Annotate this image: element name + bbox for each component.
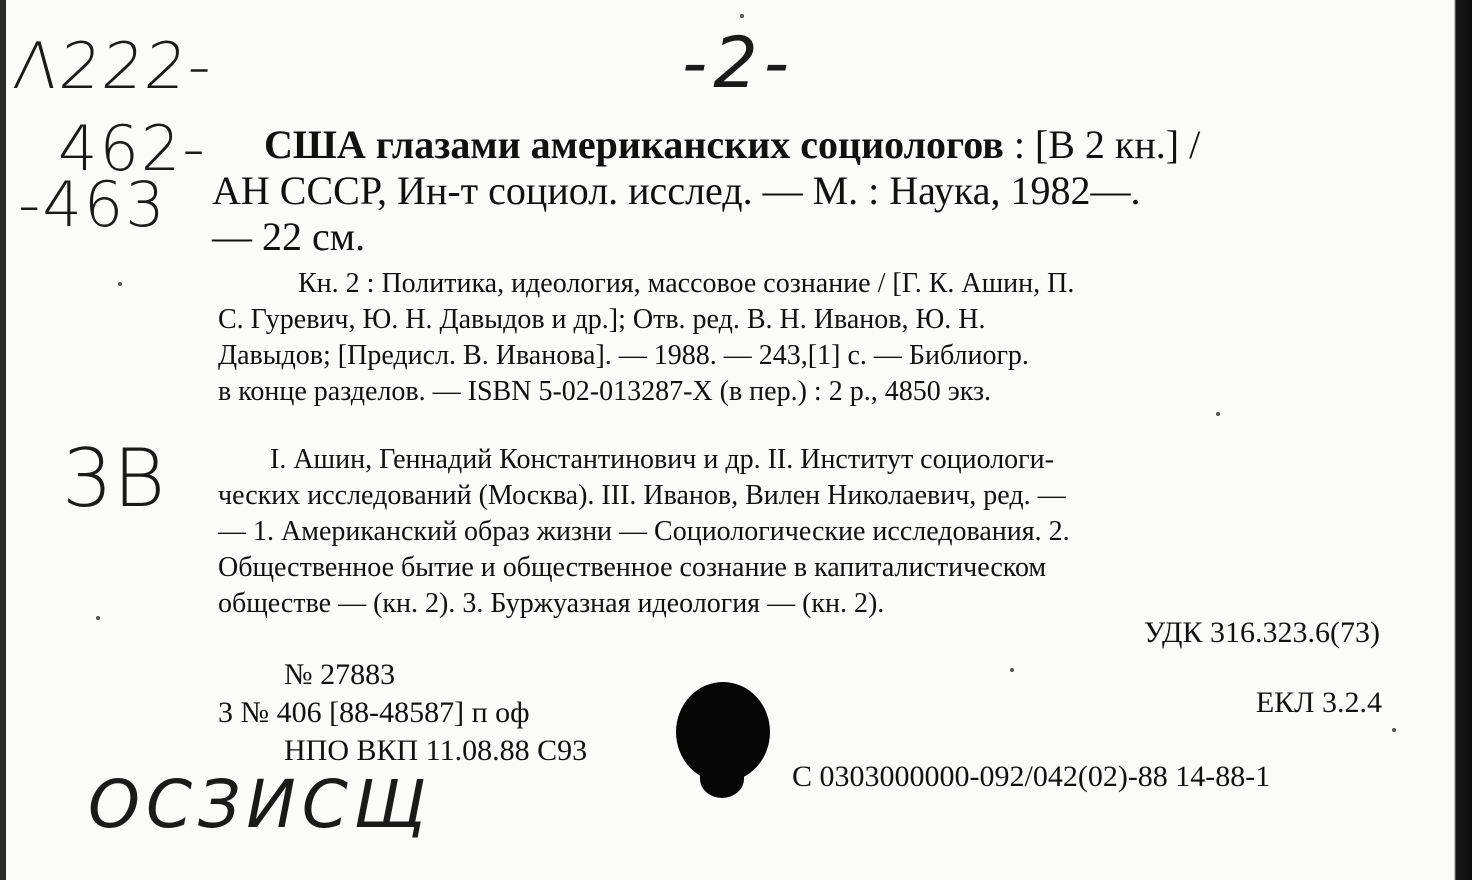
handwritten-call-number-top: Λ222- <box>10 30 217 104</box>
npo-line: НПО ВКП 11.08.88 С93 <box>284 734 588 767</box>
handwritten-call-number-bottom: -463 <box>18 168 167 241</box>
title-line-3: — 22 см. <box>212 214 366 259</box>
title-line-1 <box>212 122 1382 168</box>
tracing-line: I. Ашин, Геннадий Константинович и др. II. Институт социологи- <box>270 444 1054 475</box>
udk-code: УДК 316.323.6(73) <box>1143 616 1380 649</box>
volume-note-line: в конце разделов. — ISBN 5-02-013287-X (в пер.) : 2 р., 4850 экз. <box>218 376 992 407</box>
volume-note-line: Кн. 2 : Политика, идеология, массовое сознание / [Г. К. Ашин, П. <box>298 268 1075 299</box>
order-number: 3 № 406 [88-48587] п оф <box>218 696 530 729</box>
speck <box>118 282 122 286</box>
handwritten-page-number: -2- <box>682 22 796 104</box>
handwritten-call-number-mid: 462- <box>58 112 207 185</box>
title-block <box>212 122 1382 260</box>
punch-hole-tail <box>700 760 744 798</box>
volume-note <box>218 266 1384 410</box>
handwritten-signature: ОСЗИСЩ <box>88 766 432 843</box>
tracings <box>218 442 1384 622</box>
tracing-line: — 1. Американский образ жизни — Социологические исследования. 2. <box>218 516 1070 547</box>
tracing-line: Общественное бытие и общественное сознание в капиталистическом <box>218 552 1047 583</box>
title-line-2: АН СССР, Ин-т социол. исслед. — М. : Наука, 1982—. <box>212 168 1141 213</box>
speck <box>1392 728 1396 732</box>
handwritten-class-mark: 3B <box>62 432 166 525</box>
volume-note-line: С. Гуревич, Ю. Н. Давыдов и др.]; Отв. ред. В. Н. Иванов, Ю. Н. <box>218 304 986 335</box>
volume-note-line: Давыдов; [Предисл. В. Иванова]. — 1988. — 243,[1] с. — Библиогр. <box>218 340 1029 371</box>
title-volumes: : [В 2 кн.] / <box>1003 122 1201 167</box>
card-left-edge <box>0 0 6 880</box>
card-right-edge <box>1442 0 1472 880</box>
speck <box>740 14 744 18</box>
footer-left <box>218 656 587 770</box>
speck <box>96 616 100 620</box>
card-number: № 27883 <box>284 658 396 691</box>
speck <box>1010 668 1014 672</box>
tracing-line: ческих исследований (Москва). III. Иванов, Вилен Николаевич, ред. — <box>218 480 1066 511</box>
publisher-code: С 0303000000-092/042(02)-88 14-88-1 <box>792 760 1271 793</box>
book-title: США глазами американских социологов <box>264 122 1004 167</box>
speck <box>1216 412 1220 416</box>
tracing-line: обществе — (кн. 2). 3. Буржуазная идеология — (кн. 2). <box>218 588 885 619</box>
ekl-code: ЕКЛ 3.2.4 <box>1255 686 1382 719</box>
